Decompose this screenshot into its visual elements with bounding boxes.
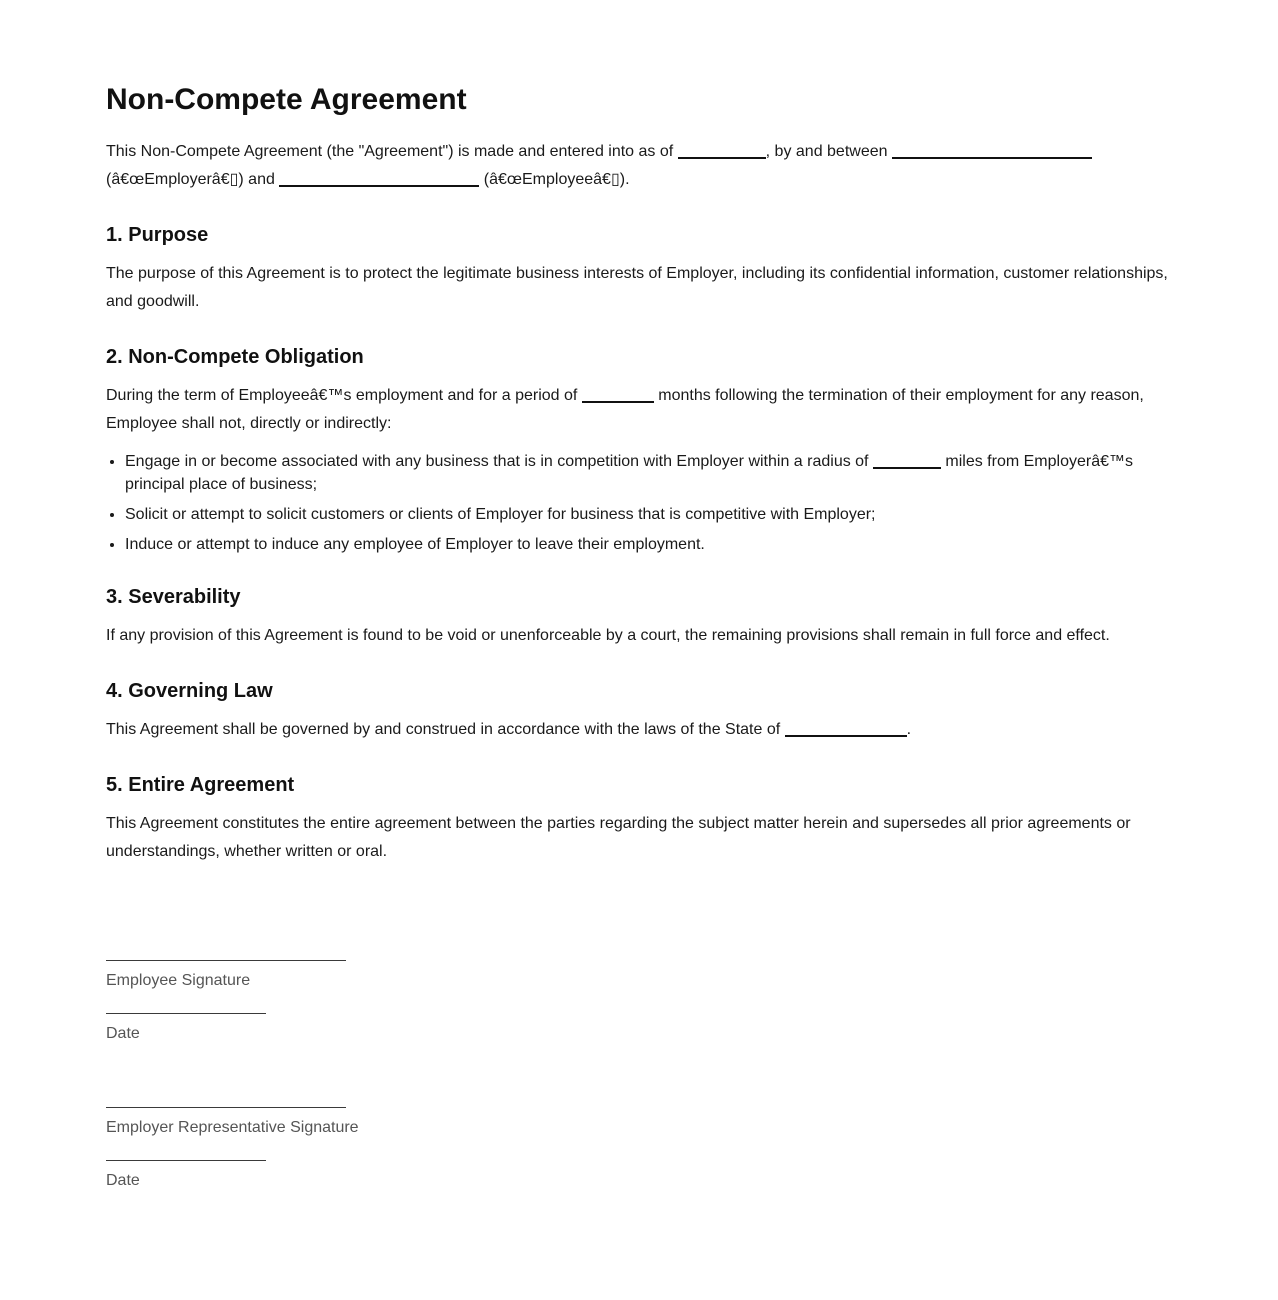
intro-paragraph [106,138,1172,194]
list-item: • Induce or attempt to induce any employee of Employer to leave their employment. [125,533,1172,556]
employee-date-label: Date [106,1025,140,1042]
section-5-heading: 5. Entire Agreement [106,774,295,796]
document-title: Non-Compete Agreement [106,83,467,116]
employer-signature-label: Employer Representative Signature [106,1119,359,1136]
section-2-text-1: During the term of Employeeâ€™s employment and for a period of [106,387,582,404]
employee-signature-line [106,960,346,961]
section-5-paragraph: This Agreement constitutes the entire agreement between the parties regarding the subject matter herein and supersedes all prior agreements or understandings, whether written or oral. [106,815,1131,860]
section-3-heading: 3. Severability [106,586,241,608]
employee-signature-block [106,960,1172,1044]
list-item [125,450,1172,496]
section-3-paragraph: If any provision of this Agreement is found to be void or unenforceable by a court, the remaining provisions shall remain in full force and effect. [106,627,1110,644]
employer-signature-block [106,1107,1172,1191]
employee-date-line [106,1013,266,1014]
section-4-heading: 4. Governing Law [106,680,273,702]
section-1-paragraph: The purpose of this Agreement is to protect the legitimate business interests of Employer, including its confidential information, customer relationships, and goodwill. [106,265,1168,310]
bullet-1-text-2: miles from Employerâ€™s principal place of business; [125,453,1133,493]
blank-state [785,735,907,737]
section-2-heading: 2. Non-Compete Obligation [106,346,364,368]
obligation-list [106,450,1172,556]
list-item: • Solicit or attempt to solicit customers or clients of Employer for business that is competitive with Employer; [125,503,1172,526]
employer-date-label: Date [106,1172,140,1189]
intro-text-4: (â€œEmployeeâ€▯). [479,171,630,188]
intro-text-1: This Non-Compete Agreement (the "Agreement") is made and entered into as of [106,143,678,160]
employee-signature-label: Employee Signature [106,972,251,989]
blank-months [582,401,654,403]
blank-employer-name [892,157,1092,159]
section-2-paragraph [106,382,1172,438]
blank-miles-radius [873,467,941,469]
blank-employee-name [279,185,479,187]
employer-date-line [106,1160,266,1161]
section-1-heading: 1. Purpose [106,224,209,246]
section-4-text-2: . [906,721,912,738]
blank-effective-date [678,157,766,159]
intro-text-2: , by and between [765,143,892,160]
section-2-text-2: months following the termination of their employment for any reason, Employee shall not, directly or indirectly: [106,387,1144,432]
signature-area [106,960,1172,1191]
employer-signature-line [106,1107,346,1108]
section-4-paragraph [106,716,1172,744]
intro-text-3: (â€œEmployerâ€▯) and [106,171,280,188]
section-4-text-1: This Agreement shall be governed by and construed in accordance with the laws of the State of [106,721,785,738]
bullet-1-text-1: Engage in or become associated with any business that is in competition with Employer within a radius of [125,453,873,470]
